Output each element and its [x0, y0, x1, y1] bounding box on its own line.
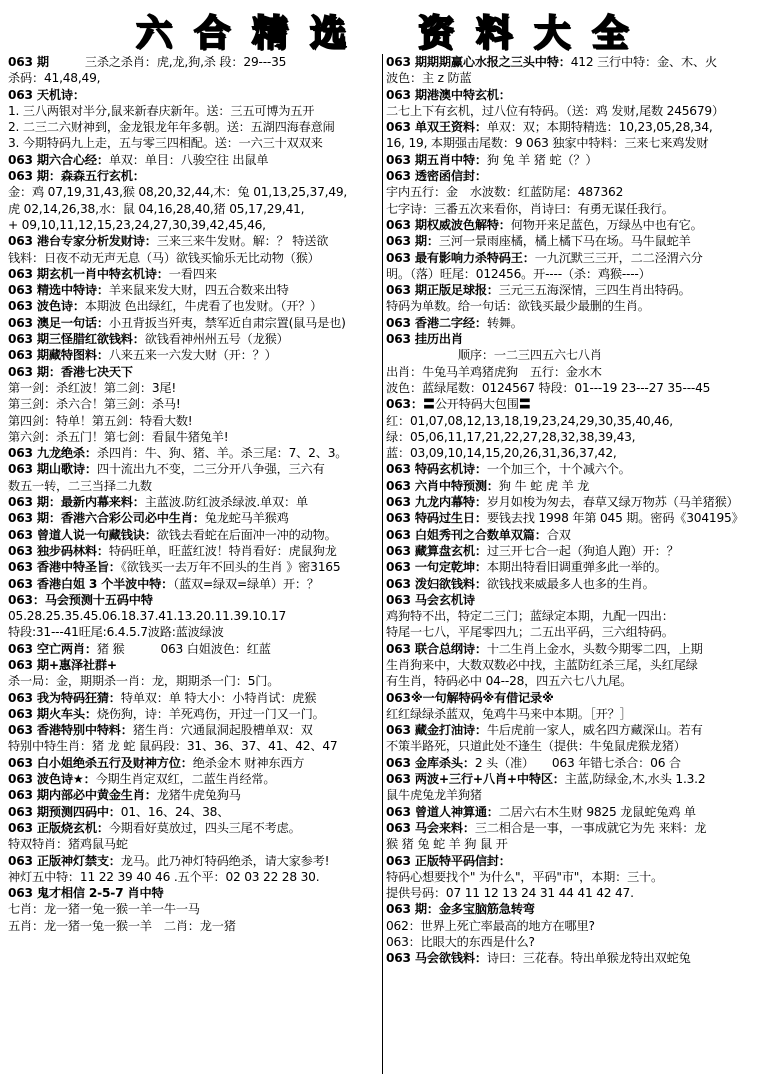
text-line [386, 820, 760, 836]
column-divider [382, 54, 383, 1074]
line-text: 烧伤狗，诗：羊死鸡伤，开过一门又一门。 [96, 706, 325, 721]
line-text: 合双 [546, 527, 571, 542]
line-heading: 063 期：香港七决天下 [8, 364, 133, 379]
text-line [8, 217, 382, 233]
text-line [8, 738, 382, 754]
text-line [8, 70, 382, 86]
line-text: 五肖：龙一猪一兔一猴一羊 二肖：龙一猪 [8, 918, 236, 933]
text-line [8, 331, 382, 347]
line-text: 红：01,07,08,12,13,18,19,23,24,29,30,35,40,46, [386, 413, 673, 428]
text-line [386, 282, 760, 298]
line-text: 今期看好莫放过，四头三尾不考虑。 [108, 820, 301, 835]
line-heading: 063 期：金多宝脑筋急转弯 [386, 902, 535, 917]
text-line [8, 315, 382, 331]
right-column [386, 54, 760, 1076]
line-text: 二七上下有玄机，过八位有特码。（送：鸡 发财,尾数 245679） [386, 103, 724, 118]
text-line [386, 70, 760, 86]
line-text: 2 头（准） 063 年错七杀合：06 合 [474, 755, 681, 770]
text-line [386, 706, 760, 722]
line-text: 一看四来 [168, 266, 217, 281]
text-line [386, 608, 760, 624]
text-line [386, 804, 760, 820]
line-text: 三杀之杀肖：虎,龙,狗,杀 段：29---35 [48, 55, 287, 69]
text-line [386, 298, 760, 314]
text-line [386, 266, 760, 282]
line-heading: 063 期 [8, 55, 49, 69]
text-line [386, 755, 760, 771]
line-heading: 063 期火车头： [8, 706, 97, 721]
line-text: （蓝双=绿双=绿单）开：？ [173, 576, 319, 591]
text-line [386, 233, 760, 249]
text-line [8, 755, 382, 771]
text-line [386, 331, 760, 347]
line-heading: 063 马会来料： [386, 820, 475, 835]
line-text: 四十流出九不变，二三分开八争强，三六有 [96, 462, 325, 477]
line-heading: 063 正版神灯禁支： [8, 853, 121, 868]
text-line [386, 771, 760, 787]
line-text: 生肖狗来中，大数双数必中找，主蓝防红杀三尾，头红尾绿 [386, 657, 698, 672]
line-heading: 063 藏金打油诗： [386, 723, 487, 738]
line-heading: 063 挂历出肖 [386, 332, 463, 347]
line-text: 龙马。此乃神灯特码绝杀，请大家参考! [120, 853, 330, 868]
line-text: 特码心想要找个" 为什么"，平码"市"，本期：三十。 [386, 869, 664, 884]
line-text: 数五一转，二三当择二九数 [8, 478, 152, 493]
line-text: 二居六右木生财 9825 龙鼠蛇兔鸡 单 [498, 804, 696, 819]
title-char: 精 [251, 12, 288, 54]
text-line [386, 576, 760, 592]
text-line [386, 673, 760, 689]
text-line [386, 217, 760, 233]
text-line [8, 364, 382, 380]
line-heading: 063 香港白姐 3 个半波中特： [8, 576, 174, 591]
line-text: 单双：单目：八骏空往 出鼠单 [108, 152, 269, 167]
line-text: 波色：主 z 防蓝 [386, 71, 472, 86]
line-heading: 063 空亡两肖： [8, 641, 97, 656]
line-text: 杀码：41,48,49, [8, 71, 101, 86]
line-text: 412 三行中特：金、木、火 [570, 55, 717, 69]
line-text: 金：鸡 07,19,31,43,猴 08,20,32,44,木：兔 01,13,25,37,49, [8, 185, 348, 200]
text-line [8, 771, 382, 787]
text-line [386, 641, 760, 657]
line-text: 羊来鼠来发大财，四五合数来出特 [108, 283, 289, 298]
line-text: 猴 猪 兔 蛇 羊 狗 鼠 开 [386, 837, 508, 852]
line-text: 特尾一七八，平尾零四九；二五出平码，三六组特码。 [386, 625, 674, 640]
text-line [386, 787, 760, 803]
title-char: 合 [193, 12, 230, 54]
line-text: + 09,10,11,12,15,23,24,27,30,39,42,45,46, [8, 217, 266, 232]
line-text: 不策半路死，只道此处不逢生（提供：牛兔鼠虎猴龙猪） [386, 739, 686, 754]
left-column [8, 54, 382, 1076]
text-line [386, 592, 760, 608]
line-text: 三来三来牛发财。解：？ 特送欲 [156, 234, 329, 249]
line-text: 主蓝波.防红波杀绿波.单双：单 [144, 495, 308, 510]
line-heading: 063 期六合心经： [8, 152, 109, 167]
line-text: 七字诗：三番五次来看你，肖诗曰：有勇无谋任我行。 [386, 201, 674, 216]
line-text: 明。（落）旺尾：012456。开----（杀：鸡猴----） [386, 266, 651, 281]
page-title [0, 4, 764, 56]
line-heading: 063 单双王资料： [386, 120, 487, 135]
line-heading: 063 期+惠泽社群+ [8, 657, 117, 672]
line-heading: 063 曾道人神算通： [386, 804, 499, 819]
line-heading: 063 马会玄机诗 [386, 592, 475, 607]
text-line [386, 135, 760, 151]
text-line [386, 250, 760, 266]
text-line [8, 885, 382, 901]
line-heading: 063 九龙内幕特： [386, 495, 487, 510]
text-line [8, 576, 382, 592]
line-heading: 063 天机诗： [8, 87, 85, 102]
line-text: 鼠牛虎兔龙羊狗猪 [386, 788, 482, 803]
text-line [8, 510, 382, 526]
line-text: 宇内五行：金 水波数：红蓝防尾：487362 [386, 185, 624, 200]
text-line [386, 103, 760, 119]
line-text: 猪 猴 063 白姐波色：红蓝 [96, 641, 271, 656]
line-heading: 063 两波+三行+八肖+中特区： [386, 772, 565, 787]
text-line [386, 559, 760, 575]
text-line [8, 135, 382, 151]
text-line [8, 869, 382, 885]
line-text: 过三开七合一起（狗追人跑）开：？ [486, 543, 679, 558]
text-line [8, 347, 382, 363]
line-heading: 063 特码玄机诗： [386, 462, 487, 477]
line-heading: 063 曾道人说一句藏钱诀： [8, 527, 157, 542]
text-line [8, 413, 382, 429]
line-text: 提供号码：07 11 12 13 24 31 44 41 42 47. [386, 886, 634, 901]
line-text: 特段:31---41旺尾:6.4.5.7波路:蓝波绿波 [8, 625, 224, 640]
text-line [8, 266, 382, 282]
line-text: 今期生肖定双红，二蓝生肖经常。 [95, 772, 276, 787]
title-char: 大 [534, 12, 571, 54]
text-line [386, 119, 760, 135]
line-text: 3. 今期特码九上走，五与零三四相配。送：一六三十双双来 [8, 136, 323, 151]
title-char: 料 [476, 12, 513, 54]
line-heading: 063 期港澳中特玄机： [386, 87, 511, 102]
line-text: 绿：05,06,11,17,21,22,27,28,32,38,39,43, [386, 429, 636, 444]
line-heading: 063 期玄机一肖中特玄机诗： [8, 266, 169, 281]
line-heading: 063 藏算盘玄机： [386, 543, 487, 558]
text-line [8, 152, 382, 168]
line-text: 三元三五海深情，三四生肖出特码。 [498, 283, 691, 298]
line-text: 猪生肖：穴通鼠洞起股槽单双：双 [132, 723, 313, 738]
line-heading: 063 特码过生日： [386, 511, 487, 526]
text-line [8, 527, 382, 543]
line-text: 钱料：日夜不动无声无息（马）欲钱买愉乐无比动物（猴） [8, 250, 320, 265]
text-line [8, 901, 382, 917]
line-heading: 063 香港特别中特料： [8, 723, 133, 738]
title-char: 六 [135, 12, 172, 54]
text-line [8, 87, 382, 103]
text-line [386, 869, 760, 885]
line-heading: 063 期权威波色解特： [386, 217, 511, 232]
line-text: 转舞。 [486, 315, 523, 330]
line-text: 十二生肖上金水，头数今期零二四，上期 [486, 641, 703, 656]
text-line [386, 87, 760, 103]
text-line [8, 201, 382, 217]
text-line [386, 478, 760, 494]
line-text: 三二相合是一事，一事成就它为先 来料：龙 [474, 820, 707, 835]
line-text: 2. 二三二六财神到，金龙银龙年年多朝。送：五湖四海春意闹 [8, 120, 335, 135]
text-line [386, 738, 760, 754]
line-text: 063：比眼大的东西是什么? [386, 935, 535, 950]
line-heading: 063 白小姐绝杀五行及财神方位： [8, 755, 193, 770]
text-line [386, 184, 760, 200]
title-char: 选 [309, 12, 346, 54]
text-line [8, 298, 382, 314]
line-text: 特单双：单 特大小：小特肖试：虎猴 [120, 690, 317, 705]
text-line [386, 429, 760, 445]
line-text: 牛后虎前一家人，威名四方藏深山。若有 [486, 723, 703, 738]
text-line [8, 103, 382, 119]
line-text: 七肖：龙一猪一兔一猴一羊一牛一马 [8, 902, 200, 917]
line-text: 01、16、24、38、 [120, 804, 230, 819]
text-line [386, 901, 760, 917]
text-line [386, 950, 760, 966]
line-heading: 063：马会预测十五码中特 [8, 592, 153, 607]
text-line [8, 608, 382, 624]
line-text: 狗 兔 羊 猪 蛇（？） [486, 152, 598, 167]
text-line [8, 820, 382, 836]
line-text: 主蓝,防绿金,木,水头 1.3.2 [564, 772, 706, 787]
line-heading: 063 一句定乾坤： [386, 560, 487, 575]
line-heading: 063 香港中特圣旨： [8, 560, 121, 575]
line-text: 〓公开特码大包围〓 [422, 397, 531, 412]
line-text: 要钱去找 1998 年第 045 期。密码《304195》 [486, 511, 744, 526]
text-line [8, 445, 382, 461]
line-text: 有生肖，特码必中 04--28，四五六七八九尾。 [386, 674, 633, 689]
text-line [386, 657, 760, 673]
line-text: 狗 牛 蛇 虎 羊 龙 [498, 478, 590, 493]
line-text: 八来五来一六发大财（开：？） [108, 348, 277, 363]
line-heading: 063 马会欲钱料： [386, 951, 487, 966]
text-line [386, 461, 760, 477]
text-line [386, 315, 760, 331]
line-text: 三河一景雨座橘，橘上橘下马在场。马牛鼠蛇羊 [438, 234, 691, 249]
line-text: 绝杀金木 财神东西方 [192, 755, 305, 770]
line-text: 第三剑：杀六合！第三剑：杀马! [8, 397, 181, 412]
line-text: 神灯五中特：11 22 39 40 46 .五个平：02 03 22 28 30. [8, 869, 320, 884]
line-text: 第四剑：特单！第五剑：特看大数! [8, 413, 193, 428]
text-line [386, 168, 760, 184]
text-line [8, 282, 382, 298]
line-text: 兔龙蛇马羊猴鸡 [204, 511, 289, 526]
text-line [8, 184, 382, 200]
line-text: 本期波 色出绿红，牛虎看了也发财。（开？） [84, 299, 323, 314]
text-line [386, 201, 760, 217]
line-text: 特码旺单，旺蓝红波！特肖看好：虎鼠狗龙 [108, 543, 337, 558]
text-line [8, 54, 382, 70]
line-heading: 063： [386, 397, 423, 412]
line-text: 16, 19, 本期强击尾数：9 063 独家中特料：三来七来鸡发财 [386, 136, 709, 151]
line-text: 鸡狗特不出，特定二三门；蓝绿定本期，九配一四出： [386, 609, 674, 624]
text-line [8, 168, 382, 184]
text-line [8, 380, 382, 396]
line-text: 062：世界上死亡率最高的地方在哪里? [386, 918, 595, 933]
line-heading: 063 白姐秀刊之合数单双篇： [386, 527, 547, 542]
line-heading: 063 港台专家分析发财诗： [8, 234, 157, 249]
line-text: 本期出特看旧调重弹多此一举的。 [486, 560, 667, 575]
line-heading: 063 九龙绝杀： [8, 446, 97, 461]
text-line [386, 543, 760, 559]
text-line [8, 836, 382, 852]
line-heading: 063 波色诗： [8, 299, 85, 314]
text-line [386, 396, 760, 412]
line-heading: 063 期藏特图料： [8, 348, 109, 363]
line-text: 蓝：03,09,10,14,15,20,26,31,36,37,42, [386, 446, 617, 461]
line-heading: 063 我为特码狂猜： [8, 690, 121, 705]
text-line [8, 559, 382, 575]
line-text: 虎 02,14,26,38,水：鼠 04,16,28,40,猪 05,17,29,41, [8, 201, 305, 216]
text-line [386, 918, 760, 934]
line-text: 诗曰：三花春。特出单猴龙特出双蛇兔 [486, 951, 691, 966]
text-line [386, 885, 760, 901]
text-line [386, 347, 760, 363]
line-text: 杀四肖：牛、狗、猪、羊。杀三尾：7、2、3。 [96, 446, 348, 461]
line-text: 一九沉默三三开，二二泾渭六分 [534, 250, 703, 265]
line-text: 红红绿绿杀蓝双，兔鸡牛马来中本期。［开？］ [386, 706, 632, 721]
line-text: 欲钱看神州州五号（龙猴） [144, 332, 289, 347]
line-text: 欲钱找来威最多人也多的生肖。 [486, 576, 655, 591]
line-text: 第六剑：杀五门！第七剑：看鼠牛猪兔羊! [8, 429, 229, 444]
line-text: 特码为单数。给一句话：欲钱买最少最删的生肖。 [386, 299, 650, 314]
line-heading: 063 独步码林料： [8, 543, 109, 558]
line-text: 单双：双；本期特精选：10,23,05,28,34, [486, 120, 713, 135]
line-text: 杀一局：金，期期杀一肖：龙，期期杀一门：5门。 [8, 674, 280, 689]
line-text: 第一剑：杀红波！第二剑：3尾! [8, 380, 177, 395]
line-heading: 063 期山歌诗： [8, 462, 97, 477]
line-heading: 063 六肖中特预测： [386, 478, 499, 493]
text-line [8, 250, 382, 266]
text-line [8, 461, 382, 477]
line-text: 何物开来足蓝色，万绿丛中也有它。 [510, 217, 703, 232]
text-line [8, 918, 382, 934]
line-heading: 063 透密函信封： [386, 169, 487, 184]
text-line [8, 119, 382, 135]
line-heading: 063 期期期赢心水报之三头中特： [386, 55, 571, 69]
text-line [8, 494, 382, 510]
title-char: 全 [592, 12, 629, 54]
text-line [386, 152, 760, 168]
line-text: 特别中特生肖：猪 龙 蛇 鼠码段：31、36、37、41、42、47 [8, 739, 338, 754]
text-line [386, 836, 760, 852]
text-line [8, 706, 382, 722]
text-line [8, 233, 382, 249]
line-text: 一个加三个，十个减六个。 [486, 462, 631, 477]
text-line [8, 853, 382, 869]
text-line [8, 478, 382, 494]
text-line [386, 445, 760, 461]
line-heading: 063※一句解特码※有借记录※ [386, 690, 554, 705]
line-heading: 063 期五肖中特： [386, 152, 487, 167]
text-line [8, 429, 382, 445]
line-heading: 063 期预测四码中： [8, 804, 121, 819]
title-char: 资 [418, 12, 455, 54]
line-heading: 063 期：香港六合彩公司必中生肖： [8, 511, 205, 526]
line-heading: 063 期三怪腊红欲钱料： [8, 332, 145, 347]
text-line [386, 722, 760, 738]
text-line [386, 380, 760, 396]
text-line [8, 804, 382, 820]
line-heading: 063 鬼才相信 2-5-7 肖中特 [8, 886, 164, 901]
text-line [386, 527, 760, 543]
text-line [386, 413, 760, 429]
line-heading: 063 期：最新内幕来料： [8, 495, 145, 510]
line-heading: 063 香港二字经： [386, 315, 487, 330]
line-text: 特双特肖：猪鸡鼠马蛇 [8, 837, 128, 852]
line-heading: 063 联合总纲诗： [386, 641, 487, 656]
line-heading: 063 最有影响力杀特码王： [386, 250, 535, 265]
line-text: 05.28.25.35.45.06.18.37.41.13.20.11.39.10.17 [8, 609, 287, 624]
line-text: 欲钱去看蛇在后面冲一冲的动物。 [156, 527, 337, 542]
line-heading: 063 正版特平码信封： [386, 853, 511, 868]
line-heading: 063 期： [386, 234, 439, 249]
line-text: 波色：蓝绿尾数：0124567 特段：01---19 23---27 35---45 [386, 380, 711, 395]
line-text: 龙猪牛虎兔狗马 [156, 788, 241, 803]
text-line [386, 690, 760, 706]
line-heading: 063 波色诗★： [8, 772, 96, 787]
text-line [8, 690, 382, 706]
line-heading: 063 正版烧玄机： [8, 820, 109, 835]
text-line [386, 54, 760, 70]
text-line [8, 396, 382, 412]
line-heading: 063 期内部必中黄金生肖： [8, 788, 157, 803]
line-text: 1. 三八两银对半分,鼠来新春庆新年。送：三五可博为五开 [8, 103, 315, 118]
text-line [8, 624, 382, 640]
text-line [8, 592, 382, 608]
text-line [386, 510, 760, 526]
text-line [8, 673, 382, 689]
line-heading: 063 金库杀头： [386, 755, 475, 770]
text-line [386, 853, 760, 869]
text-line [8, 722, 382, 738]
text-line [8, 543, 382, 559]
line-heading: 063 澳足一句话： [8, 315, 109, 330]
text-line [386, 934, 760, 950]
text-line [386, 624, 760, 640]
text-line [8, 787, 382, 803]
line-heading: 063 精选中特诗： [8, 283, 109, 298]
line-text: 岁月如梭为匆去，春草又绿万物苏（马羊猪猴） [486, 495, 739, 510]
line-text: 顺序：一二三四五六七八肖 [386, 348, 602, 363]
text-line [386, 364, 760, 380]
line-heading: 063 泼妇欲钱料： [386, 576, 487, 591]
text-line [8, 657, 382, 673]
line-text: 出肖：牛兔马羊鸡猪虎狗 五行：金水木 [386, 364, 602, 379]
line-text: 《欲钱买一去万年不回头的生肖 》密3165 [120, 560, 341, 575]
text-line [386, 494, 760, 510]
line-text: 小丑背扳当歼夷，禁军近自肃宗置(鼠马是也) [108, 315, 346, 330]
text-line [8, 641, 382, 657]
line-heading: 063 期：森森五行玄机： [8, 169, 145, 184]
line-heading: 063 期正版足球报： [386, 283, 499, 298]
